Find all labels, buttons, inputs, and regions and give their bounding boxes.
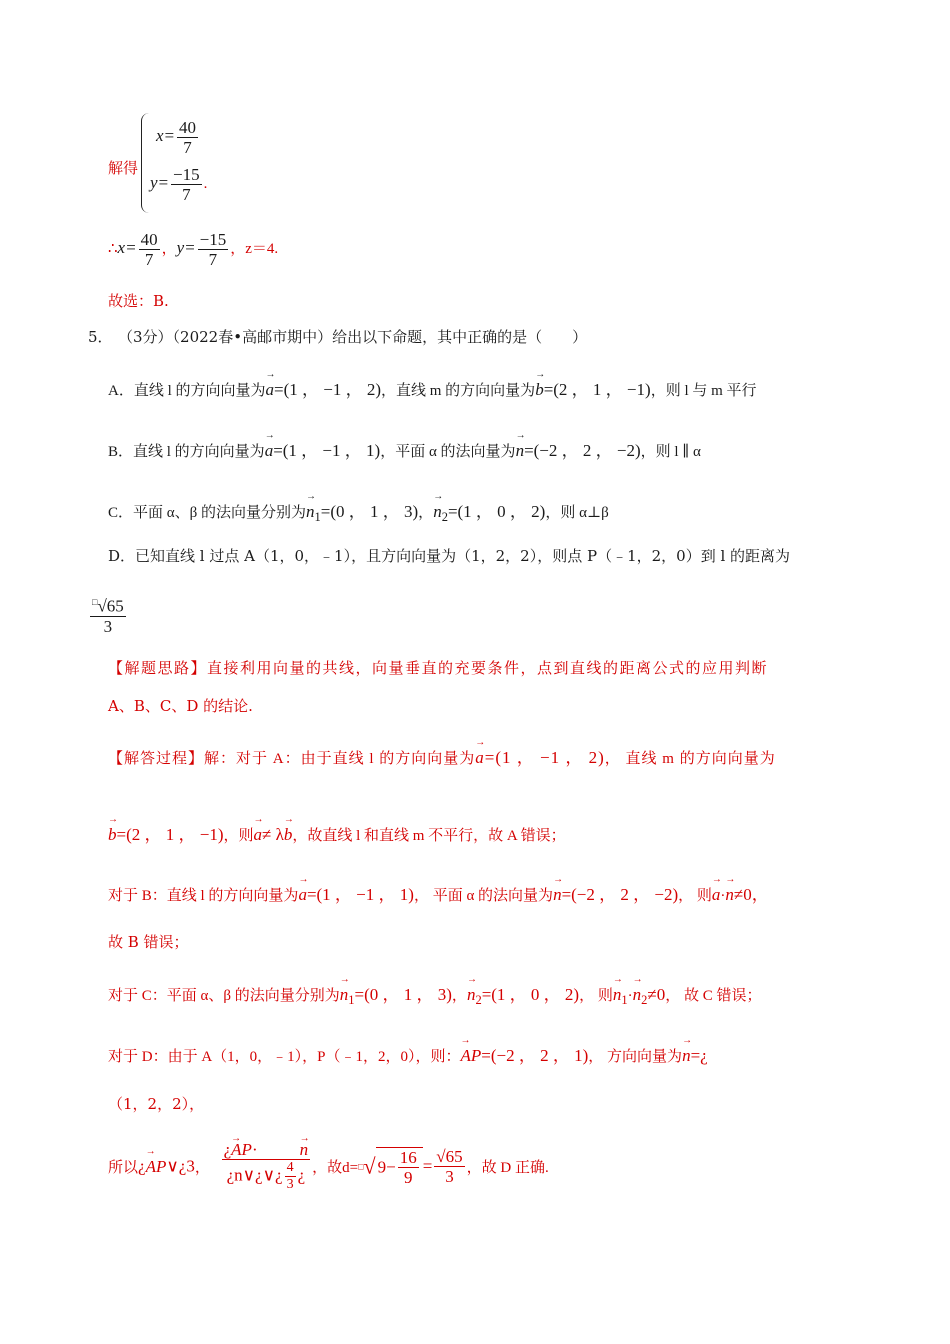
numerator (222, 1140, 311, 1160)
denominator: 3 (286, 1177, 294, 1192)
solution-text: ，则 (223, 828, 254, 844)
analysis-line2: A、B、C、D 的结论. (108, 697, 253, 715)
vector-value: =(0 ， 1 ， 3) (320, 502, 419, 521)
option-b (108, 436, 701, 461)
system-eq-y (150, 165, 207, 204)
option-b-conclusion: ，则 l ∥ α (640, 444, 701, 460)
vector-a: → a (266, 380, 275, 400)
var-y: y= (176, 237, 196, 257)
z-value: z＝4. (245, 240, 279, 257)
denominator: 7 (208, 250, 218, 269)
vector-b: → b (108, 825, 117, 845)
solution-text: ， 则 (678, 888, 712, 904)
solve-label: 解得 (108, 159, 139, 177)
solution-text: ， 故 C 错误； (665, 988, 762, 1004)
analysis-label: 【解题思路】 (108, 659, 208, 677)
option-b-text: ，平面 α 的法向量为 (380, 444, 516, 460)
radical-sign: √ (363, 1153, 376, 1179)
option-d: D．已知直线 l 过点 A（1，0，﹣1），且方向向量为（1，2，2），则点 P（﹣1，2，0）到 l 的距离为 (108, 547, 791, 565)
vector-value: =(−2 ， 2 ， −2) (561, 885, 679, 904)
vector-n1: → n (613, 985, 622, 1005)
vector-a: → a (254, 825, 263, 845)
fraction (285, 1160, 296, 1193)
vector-a: → a (265, 441, 274, 461)
vector-n: → n (553, 885, 562, 905)
solution-text: ，故d= (312, 1160, 359, 1176)
option-c-conclusion: ，则 α⊥β (545, 505, 609, 521)
vector-n2: → n (433, 502, 442, 522)
denominator (222, 1160, 311, 1193)
fraction (222, 1140, 311, 1193)
solution-a-line2 (108, 820, 566, 845)
glyph: ∨¿3 (166, 1156, 195, 1176)
solution-d-line1 (108, 1041, 708, 1066)
var-x: x= (156, 125, 176, 145)
solution-text: 对于 B：直线 l 的方向向量为 (108, 888, 299, 904)
option-b-text: B．直线 l 的方向向量为 (108, 444, 265, 460)
therefore-symbol: ∴ (108, 240, 118, 257)
fraction (398, 1148, 419, 1187)
not-equal-zero: ≠0， (733, 885, 769, 904)
glyph: ¿ (138, 1156, 146, 1176)
denominator: 3 (103, 616, 113, 636)
vector-b: → b (284, 825, 293, 845)
var-x: x= (117, 237, 137, 257)
option-a-text: ，直线 m 的方向向量为 (381, 383, 536, 399)
subscript: 1 (314, 510, 321, 524)
solution-b-line2: 故 B 错误； (108, 933, 189, 951)
solution-text: 解：对于 A：由于直线 l 的方向向量为 (204, 751, 476, 767)
vector-n1: → n (306, 502, 315, 522)
denominator: 9 (403, 1167, 413, 1187)
equals: = (422, 1156, 433, 1176)
vector-a: → a (298, 885, 307, 905)
separator: ， (451, 988, 467, 1004)
analysis-line1 (108, 657, 768, 678)
solution-text: ，故直线 l 和直线 m 不平行，故 A 错误； (292, 828, 566, 844)
glyph: ¿n∨¿∨¿ (226, 1165, 283, 1185)
vector-value: =(−2 ， 2 ， −2) (524, 441, 641, 460)
separator: ， (194, 1160, 210, 1176)
vector-n2: → n (467, 985, 476, 1005)
vector-ap: → AP (146, 1157, 167, 1177)
question-number: 5． (88, 328, 113, 346)
option-a-conclusion: ，则 l 与 m 平行 (650, 383, 757, 399)
vector-value: =(1 ， 0 ， 2) (447, 502, 546, 521)
system-eq-x (156, 118, 200, 157)
subscript: 1 (348, 993, 355, 1007)
vector-b: → b (535, 380, 544, 400)
separator: ， (418, 505, 434, 521)
dot-operator: · (720, 888, 726, 904)
option-a-text: A．直线 l 的方向向量为 (108, 383, 266, 399)
option-a (108, 375, 757, 400)
vector-value: =(0 ， 1 ， 3) (354, 985, 452, 1004)
vector-n1: → n (340, 985, 349, 1005)
solution-text: ， 平面 α 的法向量为 (413, 888, 554, 904)
numerator: 40 (179, 118, 197, 137)
vector-n: → n (300, 1140, 309, 1159)
solution-text: ， 直线 m 的方向向量为 (604, 751, 776, 767)
vector-value: =(1 ， −1 ， 2) (484, 748, 605, 767)
vector-ap: → AP (461, 1046, 482, 1066)
result-line (108, 230, 278, 269)
subscript: 2 (475, 993, 482, 1007)
fraction (139, 230, 160, 269)
separator: ， (161, 240, 177, 257)
vector-a: → a (475, 748, 485, 768)
glyph: 9− (377, 1157, 396, 1176)
numerator: √65 (436, 1147, 463, 1166)
vector-value: =(1 ， 0 ， 2) (481, 985, 580, 1004)
fraction (177, 118, 198, 157)
vector-a: → a (712, 885, 721, 905)
dot-operator: · (627, 988, 633, 1004)
fraction (171, 165, 202, 204)
root-index-box: □ (358, 1161, 364, 1172)
solution-label: 【解答过程】 (108, 751, 205, 767)
vector-value: =(−2 ， 2 ， 1) (481, 1046, 589, 1065)
previous-answer: 故选：B. (108, 292, 169, 310)
subscript: 2 (641, 993, 648, 1007)
vector-n: → n (516, 441, 525, 461)
solution-c-line (108, 980, 761, 1008)
solution-text: 所以 (108, 1160, 139, 1176)
subscript: 2 (441, 510, 448, 524)
analysis-text: 直接利用向量的共线，向量垂直的充要条件，点到直线的距离公式的应用判断 (207, 659, 769, 677)
numerator: 16 (399, 1147, 417, 1167)
vector-ap: → AP (231, 1140, 252, 1159)
option-c (108, 497, 609, 525)
root-index-box: □ (92, 597, 98, 607)
denominator: 7 (144, 250, 154, 269)
root-value: √65 (97, 596, 124, 616)
vector-n: → n (725, 885, 734, 905)
vector-value: =(1 ， −1 ， 1) (273, 441, 381, 460)
question-header: （3分）（2022春•高邮市期中）给出以下命题，其中正确的是（ ） (118, 328, 588, 346)
solution-text: 对于 C：平面 α、β 的法向量分别为 (108, 988, 340, 1004)
solution-a-line1 (108, 743, 776, 768)
not-equal-zero: ≠0 (647, 985, 666, 1004)
solution-conclusion: ，故 D 正确. (466, 1160, 549, 1176)
vector-value: =(2 ， 1 ， −1) (116, 825, 224, 844)
var-y: y= (150, 172, 170, 192)
not-equal-lambda: ≠ λ (262, 825, 284, 844)
vector-value: =¿ (690, 1046, 708, 1065)
numerator: −15 (173, 165, 200, 184)
numerator (90, 593, 126, 617)
numerator: −15 (199, 230, 227, 249)
subscript: 1 (621, 993, 628, 1007)
glyph: ¿ (297, 1165, 306, 1185)
denominator: 7 (183, 138, 192, 157)
solution-d-line2: （1，2，2）， (108, 1095, 205, 1113)
vector-value: =(2 ， 1 ， −1) (543, 380, 651, 399)
dot-operator: · (251, 1140, 258, 1159)
option-c-text: C．平面 α、β 的法向量分别为 (108, 505, 306, 521)
vector-value: =(1 ， −1 ， 2) (274, 380, 382, 399)
separator: ， (230, 240, 246, 257)
fraction (198, 230, 229, 269)
vector-value: =(1 ， −1 ， 1) (306, 885, 414, 904)
solution-b-line1 (108, 880, 769, 905)
denominator: 7 (182, 185, 191, 204)
solution-text: ， 方向向量为 (588, 1049, 683, 1065)
distance-formula (108, 1140, 549, 1193)
system-brace (141, 113, 150, 213)
vector-n2: → n (633, 985, 642, 1005)
glyph: ¿ (223, 1140, 232, 1159)
vector-n: → n (682, 1046, 691, 1066)
numerator: 40 (140, 230, 158, 249)
fraction (434, 1147, 464, 1186)
solution-text: ， 则 (579, 988, 613, 1004)
option-d-fraction (88, 593, 128, 636)
numerator: 4 (286, 1160, 294, 1175)
period: . (203, 175, 208, 192)
denominator: 3 (445, 1167, 454, 1186)
radicand (376, 1147, 423, 1187)
fraction (90, 593, 126, 636)
solution-text: 对于 D：由于 A（1，0，﹣1），P（﹣1，2，0），则： (108, 1049, 461, 1065)
